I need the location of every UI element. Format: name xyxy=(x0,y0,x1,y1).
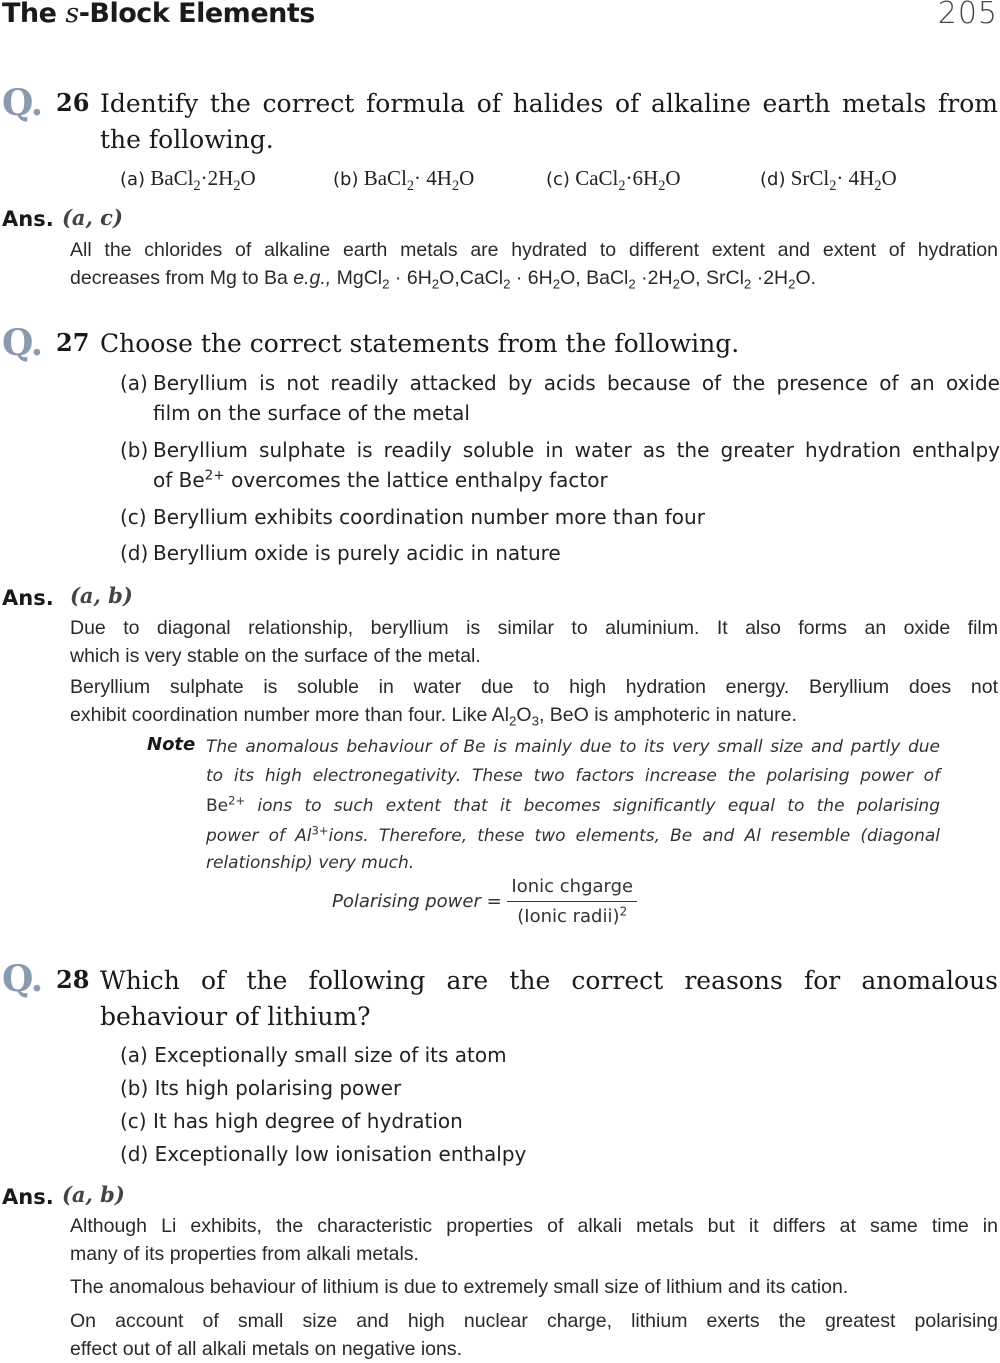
explanation-line: Due to diagonal relationship, beryllium is similar to aluminium. It also forms an oxide film xyxy=(70,617,998,639)
explanation-line: many of its properties from alkali metals. xyxy=(70,1243,419,1265)
question-marker: Q. xyxy=(2,322,43,364)
option-a: (a) Beryllium is not readily attacked by acids because of the presence of an oxide film on the surface of the metal xyxy=(120,371,1000,425)
note-line: The anomalous behaviour of Be is mainly due to its very small size and partly due xyxy=(206,737,940,757)
explanation-line: which is very stable on the surface of the metal. xyxy=(70,645,481,667)
option-b: (b) Its high polarising power xyxy=(120,1076,402,1100)
explanation-line: On account of small size and high nuclear charge, lithium exerts the greatest polarising xyxy=(70,1310,998,1332)
question-text-line: Identify the correct formula of halides of alkaline earth metals from xyxy=(100,89,998,118)
question-number: 28 xyxy=(56,965,90,994)
formula-denominator: (Ionic radii)$^2$ xyxy=(517,904,628,927)
question-marker: Q. xyxy=(2,958,43,1000)
answer-value: (a, b) xyxy=(62,1182,125,1207)
note-line: to its high electronegativity. These two factors increase the polarising power of xyxy=(206,766,940,786)
question-text-line: Which of the following are the correct reasons for anomalous xyxy=(100,966,998,995)
option-d: (d) SrCl$_2$· $4H_2O$ xyxy=(760,166,897,194)
option-a: (a) Exceptionally small size of its atom xyxy=(120,1043,507,1067)
question-number: 27 xyxy=(56,328,90,357)
explanation-line: decreases from Mg to Ba e.g., MgCl$_2$ · $6H_2O,CaCl_2 \cdot 6H_2O$, BaCl$_2$ $\cdot 2H_2O$, SrCl$_2$ $\cdot 2H_2O$. xyxy=(70,267,817,292)
note-label: Note xyxy=(147,734,196,755)
question-marker: Q. xyxy=(2,82,43,124)
explanation-line: exhibit coordination number more than four. Like $Al_2O_3$, BeO is amphoteric in nature. xyxy=(70,704,797,729)
polarising-power-formula: Polarising power = $\frac{\text{Ionic chgarge}}{(Ionic radii)^2}$ xyxy=(332,876,637,927)
explanation-line: The anomalous behaviour of lithium is due to extremely small size of lithium and its cation. xyxy=(70,1276,849,1298)
explanation-line: All the chlorides of alkaline earth metals are hydrated to different extent and extent of hydration xyxy=(70,239,998,261)
answer-label: Ans. xyxy=(2,207,54,231)
answer-label: Ans. xyxy=(2,586,54,610)
formula-numerator: Ionic chgarge xyxy=(507,876,637,902)
explanation-line: effect out of all alkali metals on negative ions. xyxy=(70,1338,463,1360)
answer-label: Ans. xyxy=(2,1185,54,1209)
explanation-line: Beryllium sulphate is soluble in water due to high hydration energy. Beryllium does not xyxy=(70,676,998,698)
option-c: (c) It has high degree of hydration xyxy=(120,1109,463,1133)
option-b: (b) BaCl$_2$· $4H_2O$ xyxy=(333,166,475,194)
answer-value: (a, b) xyxy=(70,583,133,608)
explanation-line: Although Li exhibits, the characteristic properties of alkali metals but it differs at same time in xyxy=(70,1215,998,1237)
option-d: (d) Exceptionally low ionisation enthalpy xyxy=(120,1142,527,1166)
question-text-line: behaviour of lithium? xyxy=(100,1002,371,1031)
question-number: 26 xyxy=(56,88,90,117)
note-line: $Be^{2+}$ ions to such extent that it becomes significantly equal to the polarising xyxy=(206,793,940,816)
option-b: (b) Beryllium sulphate is readily soluble in water as the greater hydration enthalpy of $Be^{2+}$ overcomes the lattice enthalpy factor xyxy=(120,438,1000,492)
option-a: (a) $BaCl_2\cdot 2H_2O$ xyxy=(120,166,256,194)
option-d: (d) Beryllium oxide is purely acidic in nature xyxy=(120,541,561,565)
answer-value: (a, c) xyxy=(62,205,123,230)
option-c: (c) $CaCl_2\cdot 6H_2O$ xyxy=(546,166,681,194)
note-line: relationship) very much. xyxy=(206,853,415,873)
page-number: 205 xyxy=(937,0,998,31)
question-text-line: the following. xyxy=(100,125,274,154)
question-text: Choose the correct statements from the following. xyxy=(100,329,740,358)
note-line: power of $Al^{3+}ions$. Therefore, these two elements, Be and Al resemble (diagonal xyxy=(206,823,940,846)
option-c: (c) Beryllium exhibits coordination number more than four xyxy=(120,505,705,529)
chapter-title: The s-Block Elements xyxy=(2,0,315,29)
